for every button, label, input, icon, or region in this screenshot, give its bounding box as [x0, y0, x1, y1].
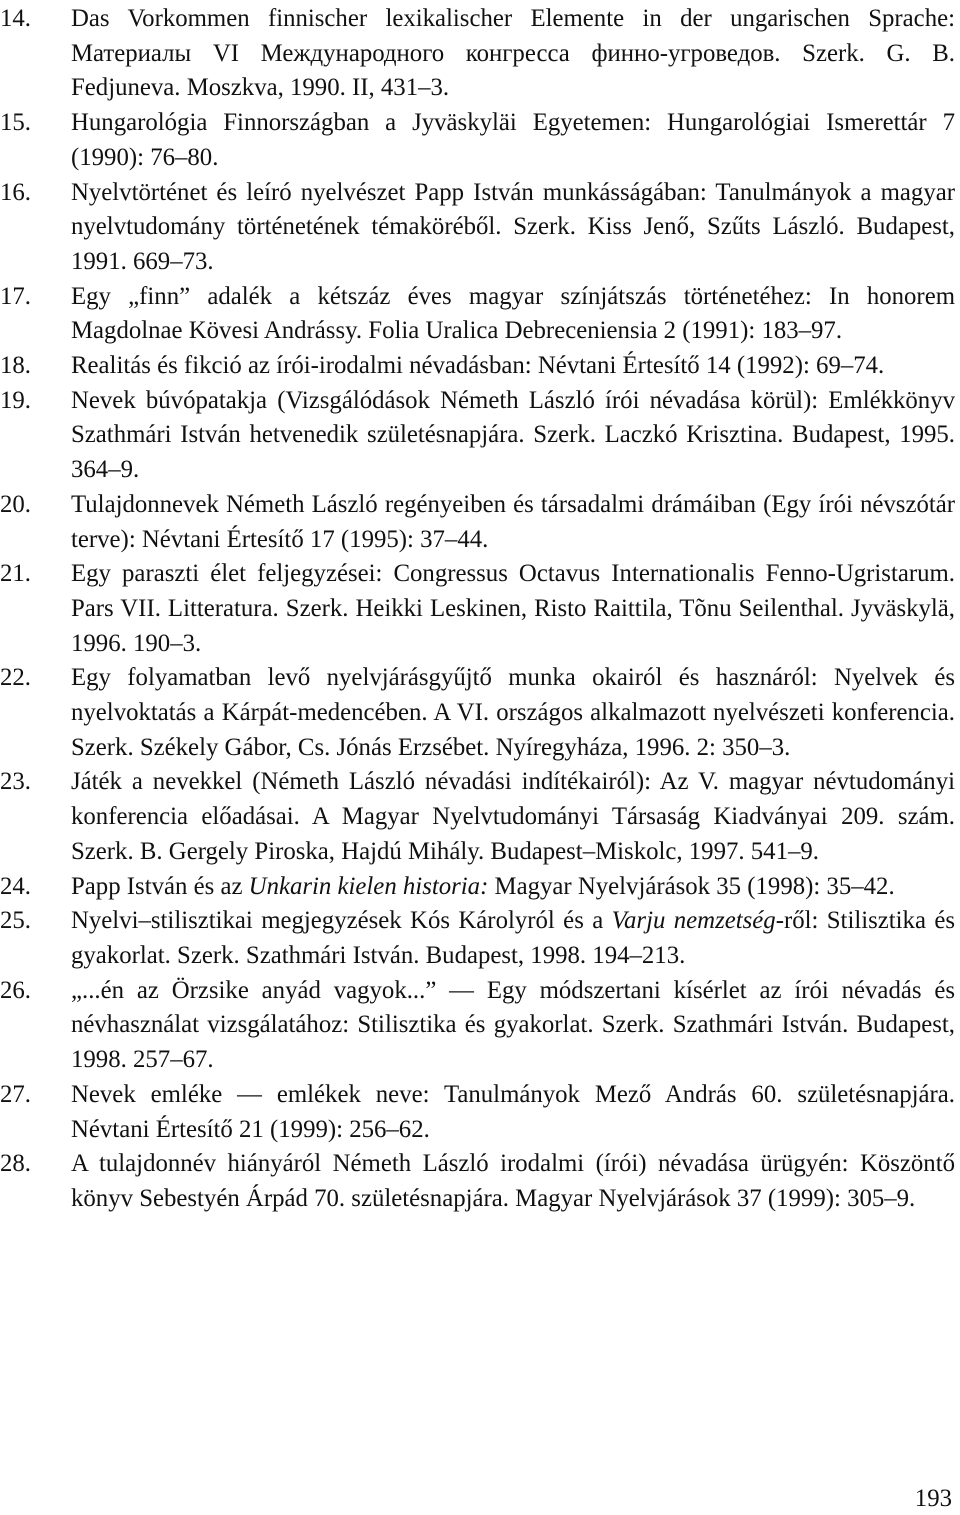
entry-number: 18. — [0, 352, 31, 380]
entry-text — [71, 974, 955, 1078]
entry-text-segment: Nevek emléke — emlékek neve: Tanulmányok Mező András 60. születésnapjára. Névtani Értesítő 21 (1999): 256–62. — [71, 1080, 955, 1143]
entry-text-segment: „...én az Örzsike anyád vagyok...” — Egy módszertani kísérlet az írói névadás és névhasználat vizsgálatához: Stilisztika és gyakorlat. Szerk. Szathmári István. Budapest, 1998. 257–67. — [71, 976, 955, 1074]
bibliography-entry — [0, 384, 955, 488]
entry-text — [71, 2, 955, 106]
entry-italic-title: Varju nemzetség — [611, 907, 776, 935]
bibliography-entry — [0, 280, 955, 349]
entry-number: 16. — [0, 178, 31, 206]
bibliography-entry — [0, 488, 955, 557]
entry-number: 28. — [0, 1150, 31, 1178]
entry-text-segment: Egy „finn” adalék a kétszáz éves magyar színjátszás történetéhez: In honorem Magdolnae Kövesi Andrássy. Folia Uralica Debreceniensia 2 (1991): 183–97. — [71, 282, 955, 345]
bibliography-entry — [0, 870, 955, 905]
entry-text-segment: Hungarológia Finnországban a Jyväskyläi Egyetemen: Hungarológiai Ismerettár 7 (1990): 76–80. — [71, 109, 955, 171]
bibliography-entry — [0, 1078, 955, 1147]
entry-text — [71, 904, 955, 973]
entry-number: 27. — [0, 1080, 31, 1108]
entry-text — [71, 661, 955, 765]
entry-number: 14. — [0, 5, 31, 32]
entry-italic-title: Unkarin kielen historia: — [248, 872, 489, 900]
entry-text-segment: Egy folyamatban levő nyelvjárásgyűjtő munka okairól és hasznáról: Nyelvek és nyelvoktatás a Kárpát-medencében. A VI. országos alkalmazott nyelvészeti konferencia. Szerk. Székely Gábor, Cs. Jónás Erzsébet. Nyíregyháza, 1996. 2: 350–3. — [71, 664, 955, 761]
bibliography-entry — [0, 349, 955, 384]
entry-text-segment: Papp István és az — [71, 872, 249, 900]
entry-text — [71, 557, 955, 661]
entry-text-segment: -ről: Stilisztika és gyakorlat. Szerk. Szathmári István. Budapest, 1998. 194–213. — [71, 907, 956, 969]
entry-text — [71, 280, 955, 349]
entry-number: 17. — [0, 282, 31, 310]
entry-text-segment: Das Vorkommen finnischer lexikalischer Elemente in der ungarischen Sprache: Материалы VI Международного конгресса финно-угроведов. Szerk. G. B. Fedjuneva. Moszkva, 1990. II, 431–3. — [71, 5, 955, 102]
bibliography-entry — [0, 765, 955, 869]
entry-number: 25. — [0, 907, 31, 935]
entry-text — [71, 1078, 955, 1147]
entry-number: 19. — [0, 386, 31, 414]
entry-number: 21. — [0, 560, 31, 588]
entry-text — [71, 106, 955, 175]
entry-text-segment: Nevek búvópatakja (Vizsgálódások Németh László írói névadása körül): Emlékkönyv Szathmári István hetvenedik születésnapjára. Szerk. Laczkó Krisztina. Budapest, 1995. 364–9. — [71, 386, 955, 484]
bibliography-entry — [0, 661, 955, 765]
entry-text-segment: Játék a nevekkel (Németh László névadási indítékairól): Az V. magyar névtudományi konferencia előadásai. A Magyar Nyelvtudományi Társaság Kiadványai 209. szám. Szerk. B. Gergely Piroska, Hajdú Mihály. Budapest–Miskolc, 1997. 541–9. — [71, 768, 955, 865]
bibliography-entry — [0, 106, 955, 175]
entry-text-segment: Egy paraszti élet feljegyzései: Congressus Octavus Internationalis Fenno-Ugristarum. Pars VII. Litteratura. Szerk. Heikki Leskinen, Risto Raittila, Tõnu Seilenthal. Jyväskylä, 1996. 190–3. — [71, 560, 955, 657]
page-number: 193 — [914, 1485, 952, 1512]
bibliography-entry — [0, 1147, 955, 1216]
entry-text-segment: A tulajdonnév hiányáról Németh László irodalmi (írói) névadása ürügyén: Köszöntő könyv Sebestyén Árpád 70. születésnapjára. Magyar Nyelvjárások 37 (1999): 305–9. — [71, 1150, 955, 1212]
bibliography-entry — [0, 904, 955, 973]
entry-text — [71, 384, 955, 488]
entry-number: 26. — [0, 976, 31, 1004]
entry-number: 15. — [0, 109, 31, 137]
entry-text — [71, 349, 955, 384]
entry-number: 24. — [0, 872, 31, 900]
entry-text-segment: Magyar Nyelvjárások 35 (1998): 35–42. — [488, 872, 895, 900]
entry-text — [71, 870, 955, 905]
entry-text-segment: Nyelvi–stilisztikai megjegyzések Kós Károlyról és a — [71, 907, 612, 935]
entry-text — [71, 488, 955, 557]
bibliography-entry — [0, 176, 955, 280]
bibliography-entry — [0, 974, 955, 1078]
entry-text — [71, 1147, 955, 1216]
bibliography-list — [0, 2, 955, 1217]
entry-number: 22. — [0, 664, 31, 692]
entry-text-segment: Realitás és fikció az írói-irodalmi névadásban: Névtani Értesítő 14 (1992): 69–74. — [71, 352, 885, 380]
entry-number: 23. — [0, 768, 31, 796]
entry-text — [71, 765, 955, 869]
entry-text-segment: Tulajdonnevek Németh László regényeiben és társadalmi drámáiban (Egy írói névszótár terve): Névtani Értesítő 17 (1995): 37–44. — [71, 490, 955, 553]
bibliography-entry — [0, 2, 955, 106]
entry-text — [71, 176, 955, 280]
entry-number: 20. — [0, 490, 31, 518]
bibliography-entry — [0, 557, 955, 661]
entry-text-segment: Nyelvtörténet és leíró nyelvészet Papp István munkásságában: Tanulmányok a magyar nyelvtudomány történetének témaköréből. Szerk. Kiss Jenő, Szűts László. Budapest, 1991. 669–73. — [71, 178, 955, 275]
